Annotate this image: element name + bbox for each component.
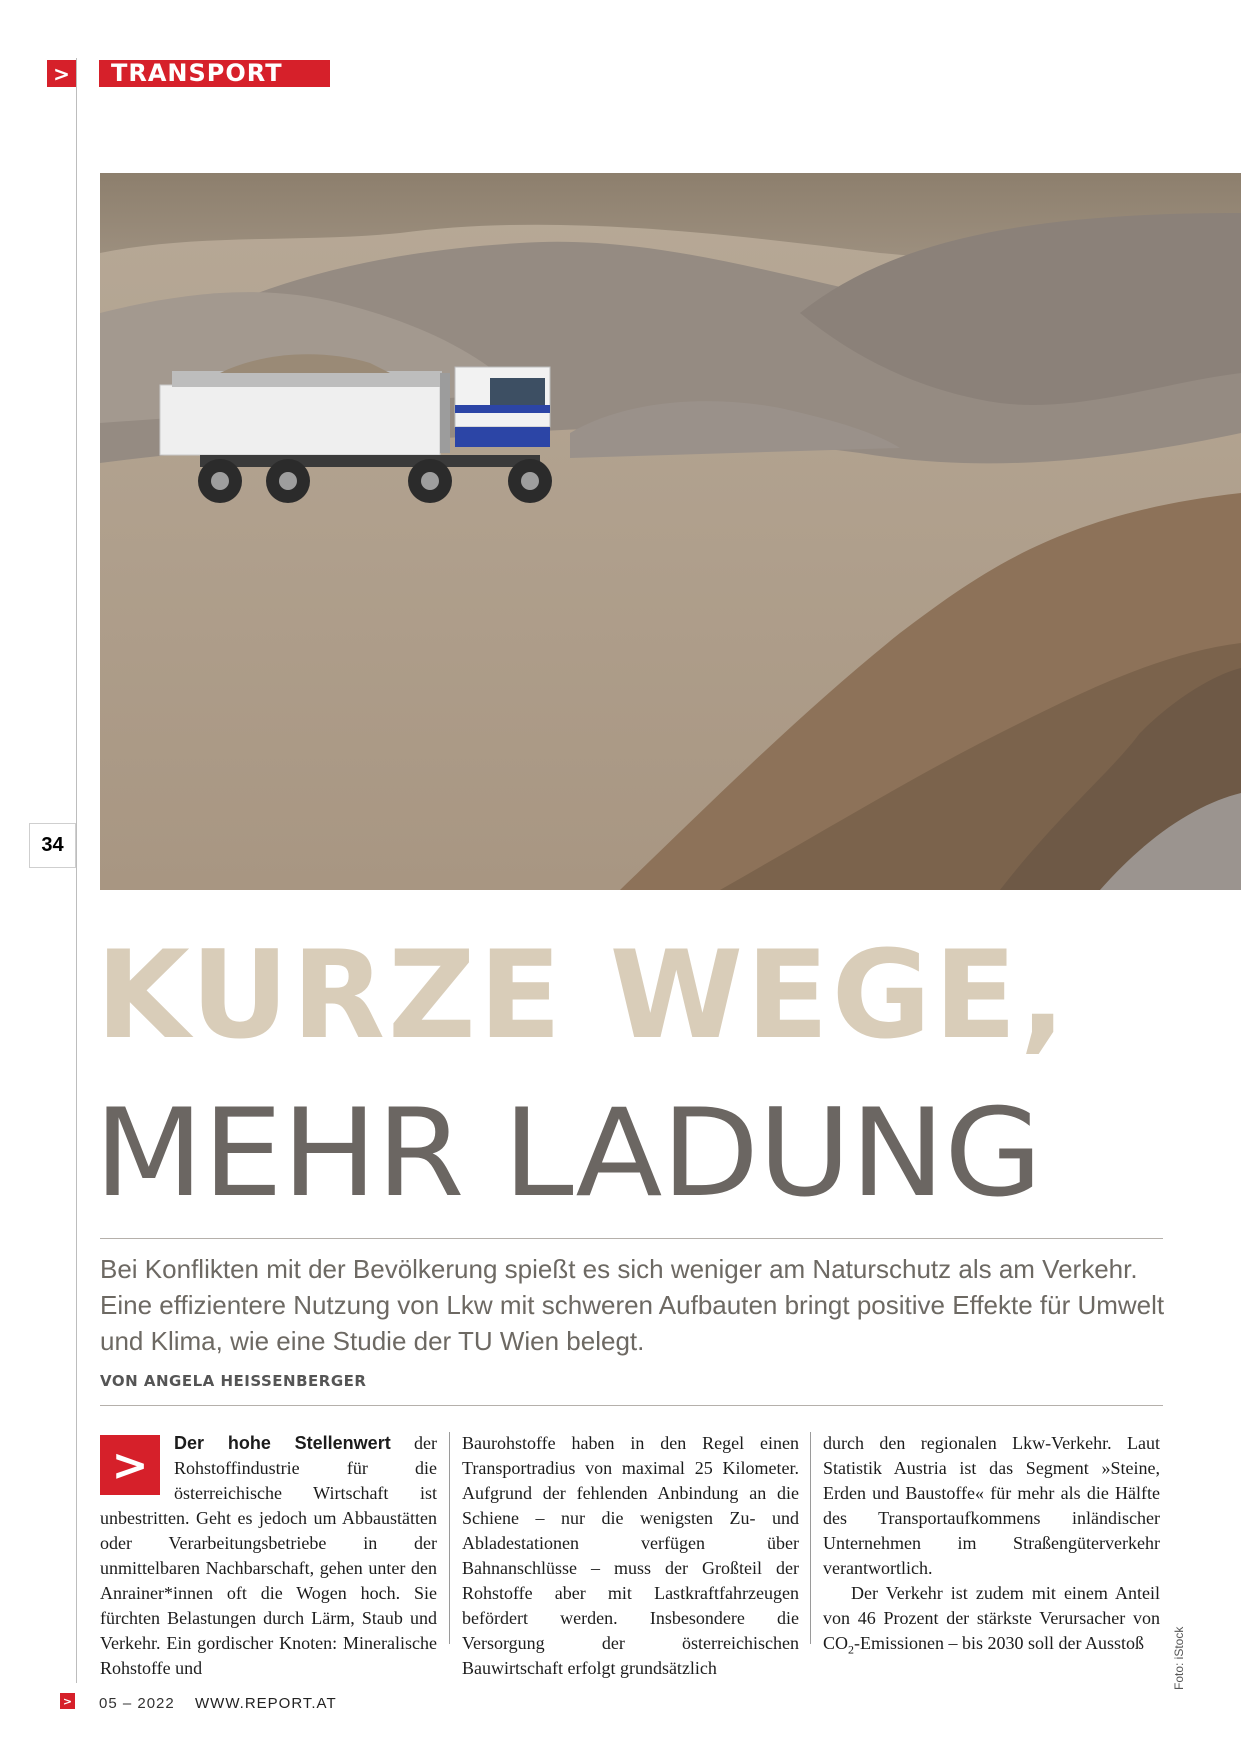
column-3-paragraph-1: durch den regionalen Lkw-Verkehr. Laut Statistik Austria ist das Segment »Steine, Erden und Baustoffe« für mehr als die Hälfte des Transportaufkommens inländischer Unternehmen im Straßengüterverkehr verantwortlich. [823,1433,1160,1578]
truck-icon [100,173,1241,890]
footer-website: WWW.REPORT.AT [195,1695,337,1712]
hero-image [100,173,1241,890]
margin-rule [76,58,77,1683]
column-divider-2 [810,1432,811,1644]
divider-bottom [100,1405,1163,1406]
headline-line-1: KURZE WEGE, [96,925,1069,1066]
initial-arrow-icon: > [100,1435,160,1495]
footer-issue: 05 – 2022 [99,1695,175,1712]
divider-top [100,1238,1163,1239]
footer-arrow-icon: > [60,1693,75,1709]
page-number: 34 [29,823,76,868]
photo-credit: Foto: iStock [1172,1626,1186,1690]
section-label: TRANSPORT [99,60,330,87]
article-column-2 [462,1431,799,1681]
lead-paragraph: Bei Konflikten mit der Bevölkerung spießt es sich weniger am Naturschutz als am Verkehr. Eine effizientere Nutzung von Lkw mit schweren Aufbauten bringt positive Effekte für Umwelt und Klima, wie eine Studie der TU Wien belegt. [100,1254,1165,1356]
column-divider-1 [449,1432,450,1644]
headline-line-2: MEHR LADUNG [94,1083,1042,1224]
byline: VON ANGELA HEISSENBERGER [100,1372,367,1390]
article-column-1 [100,1431,437,1681]
article-column-3 [823,1431,1160,1663]
column-2-text: Baurohstoffe haben in den Regel einen Transportradius von maximal 25 Kilometer. Aufgrund der fehlenden Anbindung an die Schiene – nur die wenigsten Zu- und Abladestationen verfügen über Bahnanschlüsse – muss der Großteil der Rohstoffe aber mit Lastkraftfahrzeugen befördert werden. Insbesondere die Versorgung der österreichischen Bauwirtschaft erfolgt grundsätzlich [462,1433,799,1678]
column-1-text: der Rohstoffindustrie für die österreichische Wirtschaft ist unbestritten. Geht es jedoch um Abbaustätten oder Verarbeitungsbetriebe in der unmittelbaren Nachbarschaft, gehen unter den Anrainer*innen oft die Wogen hoch. Sie fürchten Belastungen durch Lärm, Staub und Verkehr. Ein gordischer Knoten: Mineralische Rohstoffe und [100,1433,438,1678]
column-3-paragraph-2: Der Verkehr ist zudem mit einem Anteil von 46 Prozent der stärkste Verursacher von $CO_2$-Emissionen – bis 2030 soll der Ausstoß [823,1583,1160,1657]
section-arrow-icon: > [47,60,76,87]
lead-in: Der hohe Stellenwert [174,1433,391,1453]
